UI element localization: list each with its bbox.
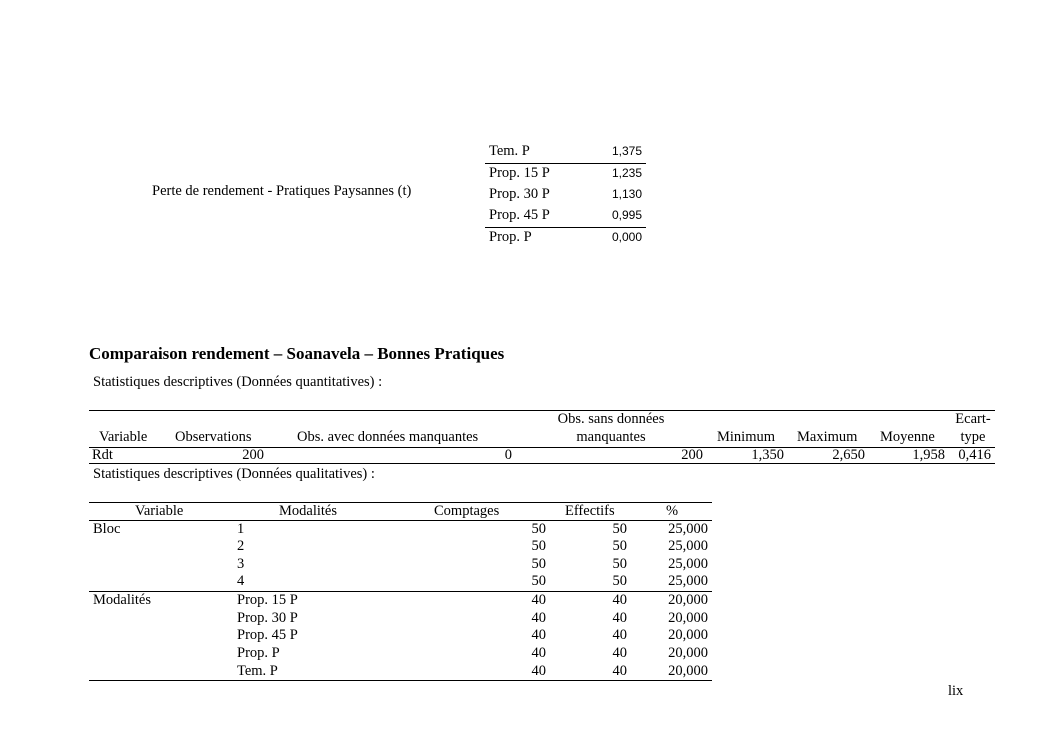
loss-row-name: Prop. 15 P xyxy=(489,165,550,181)
loss-row-name: Prop. P xyxy=(489,229,532,245)
quant-header-ecart-2: type xyxy=(960,429,986,445)
qual-cell-effectifs: 40 xyxy=(612,663,627,679)
quant-header-obs-missing: Obs. avec données manquantes xyxy=(297,429,479,445)
qual-cell-pct: 20,000 xyxy=(668,645,708,661)
qual-header-comptages: Comptages xyxy=(434,503,500,519)
quant-header-obs-nomissing: Obs. sans données xyxy=(557,411,665,427)
loss-row xyxy=(485,228,646,249)
qual-cell-pct: 20,000 xyxy=(668,627,708,643)
loss-table xyxy=(485,142,646,249)
qual-cell-comptages: 50 xyxy=(531,556,546,572)
qual-cell-pct: 20,000 xyxy=(668,592,708,608)
quant-header-moyenne: Moyenne xyxy=(880,429,935,445)
quant-cell-observations: 200 xyxy=(242,447,264,463)
qual-header-modalites: Modalités xyxy=(279,503,337,519)
loss-row-value: 1,375 xyxy=(611,144,642,158)
qual-cell-effectifs: 40 xyxy=(612,627,627,643)
qual-cell-comptages: 40 xyxy=(531,610,546,626)
qual-cell-comptages: 50 xyxy=(531,573,546,589)
qual-caption: Statistiques descriptives (Données qualitatives) : xyxy=(93,466,375,482)
loss-row-name: Prop. 45 P xyxy=(489,207,550,223)
qual-cell-effectifs: 40 xyxy=(612,610,627,626)
qual-cell-modalite: 2 xyxy=(237,538,245,554)
quant-header-obs-nomissing-2: manquantes xyxy=(576,429,646,445)
quant-header-minimum: Minimum xyxy=(717,429,776,445)
loss-row xyxy=(485,164,646,185)
qual-cell-comptages: 40 xyxy=(531,663,546,679)
qual-cell-pct: 20,000 xyxy=(668,610,708,626)
qual-header-pct: % xyxy=(666,503,679,519)
loss-row-name: Prop. 30 P xyxy=(489,186,550,202)
loss-row xyxy=(485,206,646,228)
qual-cell-effectifs: 50 xyxy=(612,556,627,572)
quant-header-ecart: Ecart- xyxy=(955,411,991,427)
loss-row xyxy=(485,142,646,164)
qual-cell-effectifs: 40 xyxy=(612,592,627,608)
quant-caption: Statistiques descriptives (Données quantitatives) : xyxy=(93,374,383,390)
qual-header-effectifs: Effectifs xyxy=(565,503,615,519)
qual-cell-modalite: 3 xyxy=(237,556,245,572)
qual-cell-pct: 25,000 xyxy=(668,538,708,554)
qual-cell-effectifs: 50 xyxy=(612,573,627,589)
section-heading: Comparaison rendement – Soanavela – Bonnes Pratiques xyxy=(89,344,505,363)
qual-cell-pct: 25,000 xyxy=(668,573,708,589)
qual-cell-modalite: Tem. P xyxy=(237,663,278,679)
loss-row-value: 0,000 xyxy=(611,230,642,244)
quant-cell-moyenne: 1,958 xyxy=(912,447,945,463)
loss-row-value: 1,130 xyxy=(611,187,642,201)
loss-table-label: Perte de rendement - Pratiques Paysannes (t) xyxy=(152,183,412,199)
quant-cell-minimum: 1,350 xyxy=(751,447,784,463)
quant-cell-ecart: 0,416 xyxy=(958,447,991,463)
qual-cell-modalite: 1 xyxy=(237,521,245,537)
quant-header-variable: Variable xyxy=(99,429,148,445)
loss-row-value: 1,235 xyxy=(611,166,642,180)
loss-row-value: 0,995 xyxy=(611,208,642,222)
qual-cell-comptages: 40 xyxy=(531,645,546,661)
qual-group-variable: Bloc xyxy=(93,521,121,537)
quant-table xyxy=(89,410,995,464)
qual-cell-pct: 25,000 xyxy=(668,556,708,572)
qual-cell-comptages: 40 xyxy=(531,627,546,643)
qual-cell-effectifs: 40 xyxy=(612,645,627,661)
quant-cell-obs-nomissing: 200 xyxy=(681,447,703,463)
quant-cell-obs-missing: 0 xyxy=(504,447,512,463)
qual-cell-pct: 25,000 xyxy=(668,521,708,537)
quant-header-observations: Observations xyxy=(175,429,252,445)
qual-cell-modalite: Prop. 30 P xyxy=(237,610,298,626)
loss-row xyxy=(485,185,646,206)
qual-cell-pct: 20,000 xyxy=(668,663,708,679)
qual-cell-modalite: Prop. P xyxy=(237,645,280,661)
qual-cell-modalite: 4 xyxy=(237,573,245,589)
qual-cell-comptages: 40 xyxy=(531,592,546,608)
qual-cell-comptages: 50 xyxy=(531,538,546,554)
qual-cell-effectifs: 50 xyxy=(612,538,627,554)
qual-cell-modalite: Prop. 15 P xyxy=(237,592,298,608)
qual-cell-modalite: Prop. 45 P xyxy=(237,627,298,643)
qual-cell-effectifs: 50 xyxy=(612,521,627,537)
qual-cell-comptages: 50 xyxy=(531,521,546,537)
quant-cell-variable: Rdt xyxy=(92,447,113,463)
quant-header-maximum: Maximum xyxy=(797,429,858,445)
table-rule xyxy=(89,680,712,681)
quant-cell-maximum: 2,650 xyxy=(832,447,865,463)
qual-group-variable: Modalités xyxy=(93,592,151,608)
qual-header-variable: Variable xyxy=(135,503,184,519)
page-number: lix xyxy=(948,683,964,699)
loss-row-name: Tem. P xyxy=(489,143,530,159)
